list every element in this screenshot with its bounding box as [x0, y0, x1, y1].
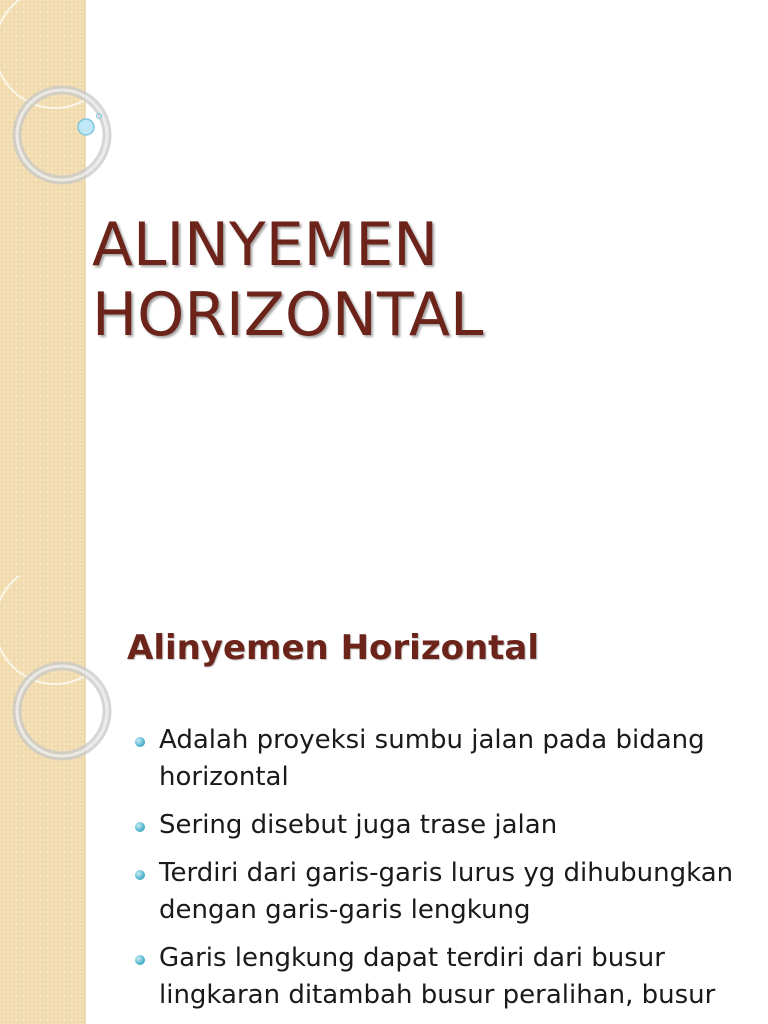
slide-heading: Alinyemen Horizontal: [127, 628, 540, 668]
bullet-dot-icon: [135, 737, 145, 747]
content-slide: [0, 576, 768, 1024]
slide-title: ALINYEMEN HORIZONTAL: [92, 210, 484, 350]
bullet-text: Adalah proyeksi sumbu jalan pada bidang horizontal: [159, 725, 705, 792]
bullet-text: Garis lengkung dapat terdiri dari busur lingkaran ditambah busur peralihan, busur: [159, 943, 716, 1010]
decorative-circles-icon: [0, 576, 140, 776]
bullet-dot-icon: [135, 870, 145, 880]
bullet-dot-icon: [135, 822, 145, 832]
bullet-text: Terdiri dari garis-garis lurus yg dihubungkan dengan garis-garis lengkung: [159, 858, 734, 925]
decorative-circles-icon: [0, 0, 140, 200]
bullet-dot-icon: [135, 955, 145, 965]
bullet-text: Sering disebut juga trase jalan: [159, 810, 558, 840]
list-item: [132, 940, 752, 1014]
list-item: [132, 855, 752, 929]
bullet-list: [132, 722, 752, 1024]
list-item: [132, 722, 752, 796]
list-item: [132, 807, 752, 844]
